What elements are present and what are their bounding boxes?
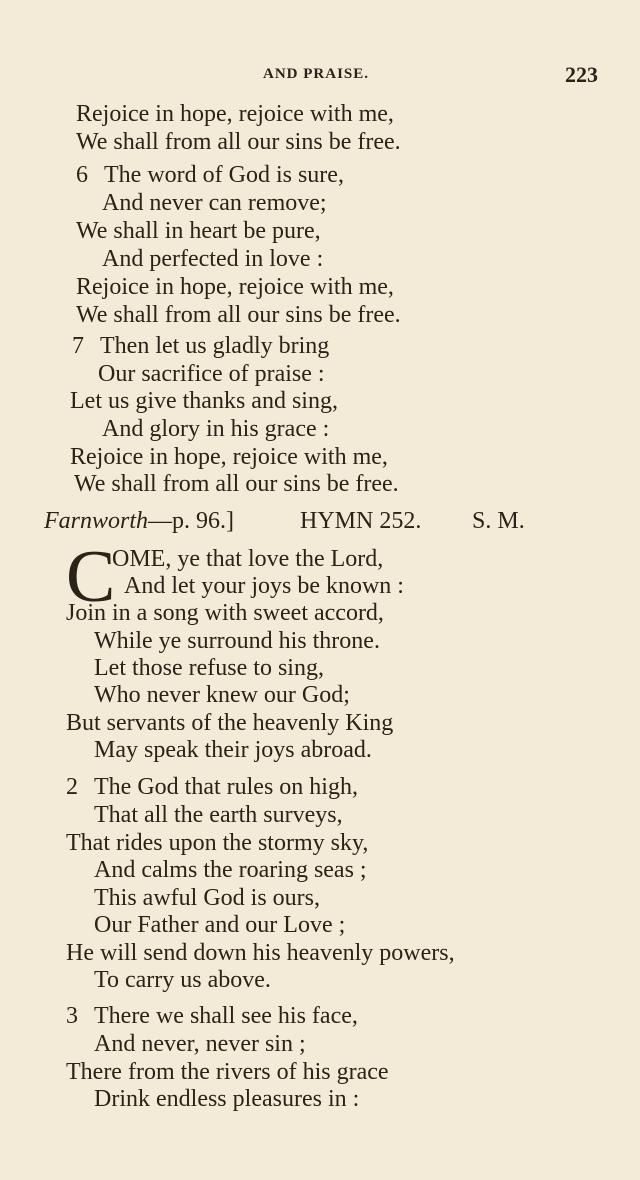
verse-line: Join in a song with sweet accord,: [66, 600, 384, 626]
tune-page-ref: —p. 96.]: [148, 508, 235, 534]
verse-line: We shall from all our sins be free.: [74, 471, 399, 497]
verse-line: While ye surround his throne.: [94, 628, 380, 654]
verse-line: And glory in his grace :: [102, 416, 330, 442]
verse-line: And perfected in love :: [102, 246, 324, 272]
verse-line: We shall from all our sins be free.: [76, 302, 401, 328]
stanza-number: 3: [66, 1003, 78, 1029]
verse-line: This awful God is ours,: [94, 885, 320, 911]
hymn-title: [44, 506, 604, 536]
verse-line: And never can remove;: [102, 190, 327, 216]
stanza-number: 6: [76, 162, 88, 188]
verse-line: 3 There we shall see his face,: [66, 1003, 358, 1029]
running-head: AND PRAISE.: [263, 66, 370, 82]
hymn-meter: S. M.: [472, 508, 525, 534]
verse-line: Rejoice in hope, rejoice with me,: [70, 444, 388, 470]
verse-line: Let us give thanks and sing,: [70, 388, 338, 414]
verse-line: He will send down his heavenly powers,: [66, 940, 455, 966]
stanza-number: 7: [72, 333, 84, 359]
drop-cap: C: [66, 536, 116, 618]
verse-line: 2 The God that rules on high,: [66, 774, 358, 800]
verse-line: We shall in heart be pure,: [76, 218, 321, 244]
verse-line: OME, ye that love the Lord,: [112, 546, 384, 572]
verse-line: That all the earth surveys,: [94, 802, 343, 828]
verse-line: Our sacrifice of praise :: [98, 361, 325, 387]
verse-line: And calms the roaring seas ;: [94, 857, 367, 883]
verse-line: Rejoice in hope, rejoice with me,: [76, 274, 394, 300]
stanza-number: 2: [66, 774, 78, 800]
verse-line: That rides upon the stormy sky,: [66, 830, 369, 856]
verse-line: May speak their joys abroad.: [94, 737, 372, 763]
page-header: [0, 62, 640, 92]
verse-line: Who never knew our God;: [94, 682, 350, 708]
page-number: 223: [565, 62, 598, 87]
verse-line: Let those refuse to sing,: [94, 655, 324, 681]
verse-line: There from the rivers of his grace: [66, 1059, 389, 1085]
verse-line: Our Father and our Love ;: [94, 912, 346, 938]
tune-name: Farnworth: [44, 508, 149, 534]
verse-line: And let your joys be known :: [124, 573, 404, 599]
verse-line: 6 The word of God is sure,: [76, 162, 344, 188]
verse-line: To carry us above.: [94, 967, 271, 993]
verse-line: And never, never sin ;: [94, 1031, 306, 1057]
verse-line: We shall from all our sins be free.: [76, 129, 401, 155]
hymn-number: HYMN 252.: [300, 508, 422, 534]
verse-line: But servants of the heavenly King: [66, 710, 394, 736]
verse-line: Rejoice in hope, rejoice with me,: [76, 101, 394, 127]
verse-line: Drink endless pleasures in :: [94, 1086, 360, 1112]
verse-line: 7 Then let us gladly bring: [72, 333, 330, 359]
